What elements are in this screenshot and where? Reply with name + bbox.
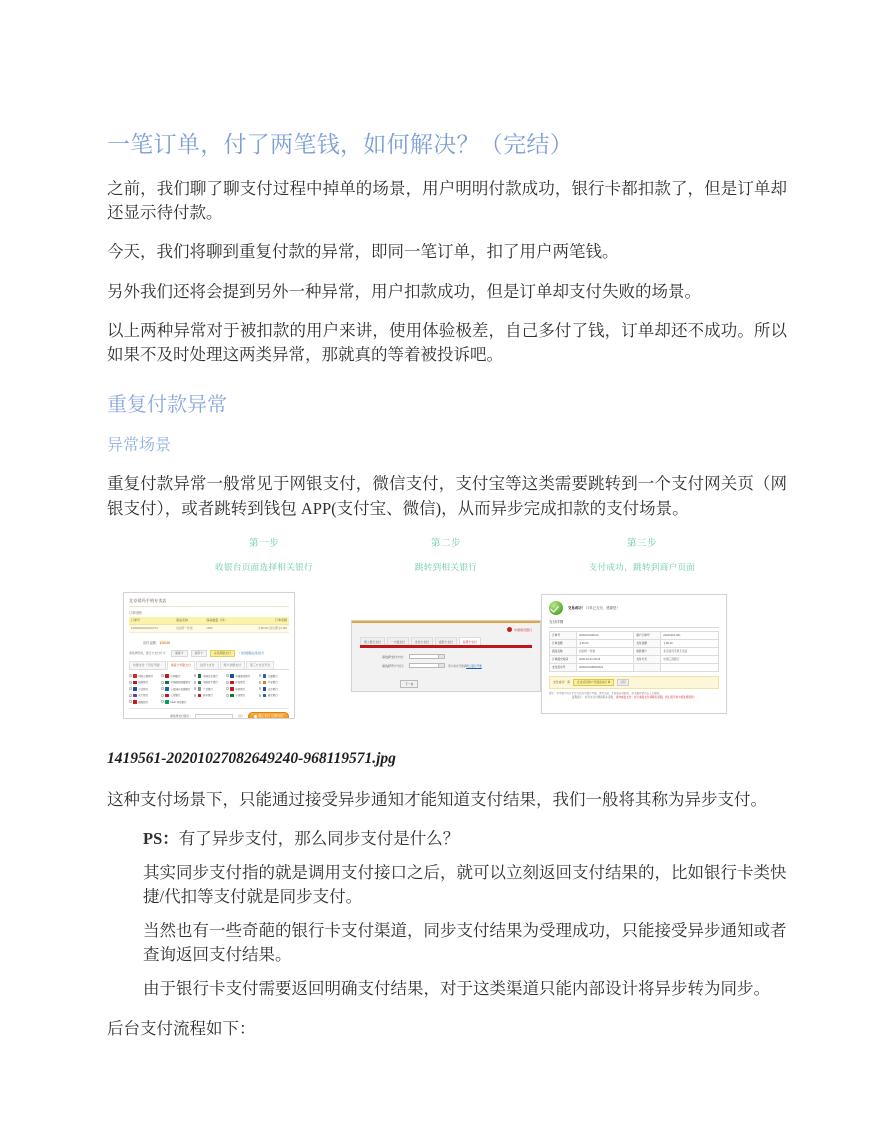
page-title: 一笔订单，付了两笔钱，如何解决？（完结）	[107, 132, 573, 157]
shot1-amount-label: 应付金额：	[143, 640, 159, 645]
shot1-bank-name: 上海浦东发展银行	[170, 687, 191, 691]
shot3-return-button[interactable]: 点击返回商户页面查看订单	[573, 679, 615, 686]
shot2-select-0[interactable]	[409, 654, 445, 659]
shot2-tab-2[interactable]: 支付卡支付	[411, 637, 433, 645]
shot1-submit-label: 确认支付 立即付款	[258, 714, 283, 719]
shot1-order-label: 订单明细	[129, 610, 142, 615]
radio-icon[interactable]	[129, 694, 132, 697]
shot1-bank-option[interactable]	[259, 693, 289, 697]
table-row	[550, 647, 719, 655]
radio-icon[interactable]	[194, 687, 197, 690]
shot1-submit-button[interactable]	[248, 712, 289, 719]
table-row	[550, 639, 719, 647]
check-icon	[254, 715, 257, 718]
radio-icon[interactable]	[194, 681, 197, 684]
bank-logo-icon	[263, 687, 267, 691]
shot1-bank-name: 中国建设银行	[235, 674, 251, 678]
shot1-bank-option[interactable]	[194, 687, 224, 691]
step-3-desc: 支付成功，跳转到商户页面	[588, 562, 696, 573]
shot1-bank-name: 中国农业银行	[202, 674, 218, 678]
bank-logo-icon	[263, 681, 267, 685]
shot3-warning-red: 请勿重复支付！如已重复支付请联系客服，我们将尽快为您处理退款！	[615, 695, 697, 699]
shot1-order-table	[129, 617, 289, 633]
cell-amount: ￥80.00 (含运费￥0.00)	[241, 624, 289, 632]
screenshot-success-page	[541, 594, 727, 714]
radio-icon[interactable]	[161, 674, 164, 677]
shot2-note	[448, 664, 482, 668]
shot1-tab-1[interactable]: 储蓄卡网银支付	[167, 661, 195, 670]
col-amount: 订单金额	[241, 617, 289, 625]
shot1-bank-option[interactable]	[129, 687, 159, 691]
radio-icon[interactable]	[226, 681, 229, 684]
bank-logo-icon	[133, 694, 137, 698]
shot1-bank-option[interactable]	[161, 687, 191, 691]
shot3-success-title: 交易成功！	[568, 606, 585, 611]
radio-icon[interactable]	[161, 700, 164, 703]
bank-logo-icon	[230, 674, 234, 678]
shot1-bank-name: 渤海银行	[138, 700, 149, 704]
table-row	[550, 631, 719, 639]
col-goods: 商品名称	[174, 617, 204, 625]
detail-key: 商品名称	[550, 647, 577, 655]
shot1-bank-name: 兴业银行	[138, 687, 149, 691]
shot1-tab-0[interactable]: 快捷支付（无需开通）	[129, 661, 166, 669]
bank-logo-icon	[198, 681, 202, 685]
detail-value	[661, 663, 719, 671]
shot2-next-button[interactable]: 下一步	[400, 680, 418, 688]
detail-key: 支付方式	[634, 655, 661, 663]
shot2-select-1[interactable]	[409, 663, 445, 668]
shot1-bank-option[interactable]	[129, 674, 159, 678]
detail-value: 北京爱玛手机专卖店	[661, 647, 719, 655]
shot2-label-1: 请选择开户分行：	[382, 663, 407, 668]
bank-logo-icon	[198, 674, 202, 678]
shot3-action-bar	[549, 676, 719, 689]
ps-label: PS：	[143, 829, 179, 848]
shot1-bank-name: 招商银行	[138, 681, 149, 685]
shot2-tab-4[interactable]: 信用卡支付	[459, 637, 481, 645]
shot1-bank-option[interactable]	[259, 674, 289, 678]
shot1-bank-name: 光大银行	[138, 694, 149, 698]
shot1-bank-option[interactable]	[226, 674, 256, 678]
shot1-bank-name: bank 其他银行	[170, 700, 187, 704]
step-3-label	[547, 539, 737, 572]
bank-logo-icon	[198, 687, 202, 691]
radio-icon[interactable]	[161, 687, 164, 690]
shot1-bank-option[interactable]	[161, 674, 191, 678]
shot1-bank-option[interactable]	[226, 687, 256, 691]
table-header-row	[129, 617, 289, 625]
shot1-bank-option[interactable]	[259, 687, 289, 691]
shot1-footer	[129, 708, 289, 719]
image-caption: 1419561-20201027082649240-968119571.jpg	[107, 749, 396, 767]
detail-key: 订单金额	[550, 639, 577, 647]
detail-value: 2020-10-01 08:26	[577, 655, 634, 663]
radio-icon[interactable]	[161, 694, 164, 697]
shot3-back-button[interactable]: 返回	[617, 679, 628, 686]
shot1-bank-option[interactable]	[129, 700, 159, 704]
col-qty: 商品数量（件）	[204, 617, 240, 625]
scene-paragraph: 重复付款异常一般常见于网银支付，微信支付，支付宝等这类需要跳转到一个支付网关页（网银支付），或者跳转到钱包 APP(支付宝、微信)，从而异步完成扣款的支付场景。	[107, 474, 787, 518]
shot2-tab-3[interactable]: 虚拟卡支付	[435, 637, 457, 645]
paragraph-3: 另外我们还将会提到另外一种异常，用户扣款成功，但是订单却支付失败的场景。	[107, 281, 701, 301]
shot1-amount-value: ￥80.00	[158, 640, 171, 645]
shot1-bank-option[interactable]	[161, 693, 191, 697]
shot1-bank-option[interactable]	[129, 693, 159, 697]
table-row	[550, 663, 719, 671]
bank-logo-icon	[165, 700, 169, 704]
bank-logo-icon	[230, 681, 234, 685]
bank-logo-icon	[263, 694, 267, 698]
col-order-no: 订单号	[129, 617, 174, 625]
shot1-footer-unit: （元）	[236, 714, 245, 719]
detail-key: 支付流水号	[550, 663, 577, 671]
shot1-bank-name: 中国工商银行	[138, 674, 154, 678]
shot1-store-title: 北京爱玛手机专卖店	[129, 597, 289, 607]
success-check-icon	[549, 601, 563, 615]
radio-icon[interactable]	[226, 674, 229, 677]
shot1-bank-name: 中国邮政储蓄银行	[170, 681, 191, 685]
step-1-desc: 收银台页面选择相关银行	[215, 562, 313, 573]
shot1-bank-grid	[129, 674, 289, 704]
bank-logo-icon	[198, 694, 202, 698]
paragraph-4: 以上两种异常对于被扣款的用户来讲，使用体验极差，自己多付了钱，订单却还不成功。所以如果不及时处理这两类异常，那就真的等着被投诉吧。	[107, 320, 787, 364]
shot1-bank-name: 北京银行	[267, 687, 278, 691]
quote-line-3: 由于银行卡支付需要返回明确支付结果，对于这类渠道只能内部设计将异步转为同步。	[143, 979, 770, 999]
shot1-bank-name: 交通银行	[267, 674, 278, 678]
shot1-bank-option[interactable]	[194, 693, 224, 697]
bank-logo-icon	[133, 700, 137, 704]
quote-line-0	[143, 827, 787, 851]
quote-line-1: 其实同步支付指的就是调用支付接口之后，就可以立刻返回支付结果的，比如银行卡类快捷/代扣等支付就是同步支付。	[143, 863, 787, 907]
shot1-bank-option[interactable]	[129, 680, 159, 684]
shot2-inner	[352, 623, 540, 692]
detail-value: 20201001-001	[661, 631, 719, 639]
bank-logo-icon	[230, 694, 234, 698]
shot1-tabs	[129, 661, 289, 670]
shot1-unionpay-link[interactable]: （支持银联在线支付）	[237, 651, 266, 656]
shot1-bank-name: 广发银行	[202, 687, 213, 691]
shot1-amount-line	[129, 637, 289, 648]
radio-icon[interactable]	[259, 674, 262, 677]
detail-value: 2020100100123	[577, 631, 634, 639]
detail-key: 订单提交时间	[550, 655, 577, 663]
radio-icon[interactable]	[259, 694, 262, 697]
shot3-detail-table	[549, 631, 719, 672]
radio-icon[interactable]	[129, 674, 132, 677]
shot1-bank-name: 杭州银行	[202, 694, 213, 698]
step-3-number: 第三步	[626, 537, 657, 549]
shot3-header	[549, 601, 719, 615]
radio-icon[interactable]	[129, 700, 132, 703]
detail-value: 2020100108264924	[577, 663, 634, 671]
shot3-warning	[549, 696, 719, 700]
step-1-number: 第一步	[248, 537, 279, 549]
shot2-label-0: 请选择支付方式：	[382, 654, 407, 659]
detail-key: 订单号	[550, 631, 577, 639]
shot2-bank-logo	[507, 627, 532, 632]
shot1-paytype-row	[129, 648, 289, 661]
cell-order-no: 1120201001001A7Y2	[129, 624, 174, 632]
step-2-label	[361, 539, 531, 572]
shot1-bank-name: 中国银行	[170, 674, 181, 678]
shot1-bank-input[interactable]	[195, 714, 233, 719]
sub-heading: 异常场景	[107, 437, 172, 455]
shot1-bank-name: 南京银行	[267, 694, 278, 698]
shot3-warning-gray: 温馨提示：如有支付问题请联系客服，	[571, 695, 616, 699]
radio-icon[interactable]	[194, 674, 197, 677]
document-content	[107, 131, 787, 1057]
detail-value: ￥80.00	[661, 639, 719, 647]
bank-logo-icon	[133, 687, 137, 691]
shot1-bank-name: 平安银行	[267, 681, 278, 685]
cell-qty: 1000	[204, 624, 240, 632]
shot2-tab-1[interactable]: 一卡通支付	[387, 637, 409, 645]
shot2-field-paytype	[382, 654, 532, 659]
shot1-bank-name: 上海银行	[170, 694, 181, 698]
shot1-tab-4[interactable]: 第三方支付平台	[246, 661, 274, 669]
shot1-bank-option[interactable]	[161, 700, 191, 704]
shot1-chip-credit[interactable]: 信用卡	[191, 650, 207, 657]
shot2-note-prefix: 用户尚未开通请	[448, 664, 467, 668]
shot1-bank-option[interactable]	[226, 680, 256, 684]
step-2-desc: 跳转到相关银行	[414, 562, 478, 573]
shot1-tab-3[interactable]: 账户余额支付	[220, 661, 245, 669]
bank-logo-icon	[165, 694, 169, 698]
section-heading: 重复付款异常	[107, 394, 227, 417]
bank-logo-icon	[133, 674, 137, 678]
detail-key: 收款商户	[634, 647, 661, 655]
shot1-chip-online[interactable]: 在线网银支付	[210, 650, 235, 657]
bank-logo-icon	[165, 687, 169, 691]
table-row	[129, 624, 289, 632]
screenshot-cashier-page	[123, 592, 295, 719]
paragraph-1: 之前，我们聊了聊支付过程中掉单的场景，用户明明付款成功，银行卡都扣款了，但是订单却还显示待付款。	[107, 178, 787, 222]
shot1-footer-label: 请选择支付银行：	[169, 714, 193, 719]
radio-icon[interactable]	[226, 694, 229, 697]
bank-logo-icon	[230, 687, 234, 691]
shot2-tab-0[interactable]: 网上银行支付	[360, 637, 385, 645]
shot1-bank-name: 宁波银行	[235, 694, 246, 698]
detail-value: 自拍杆一件装	[577, 647, 634, 655]
cell-goods: 自拍杆一件装	[174, 624, 204, 632]
detail-key	[634, 663, 661, 671]
screenshot-bank-page	[351, 620, 541, 692]
shot1-bank-option[interactable]	[194, 674, 224, 678]
shot1-bank-option[interactable]	[194, 680, 224, 684]
table-row	[550, 655, 719, 663]
shot1-bank-name: 华夏银行	[235, 687, 246, 691]
shot1-bank-option[interactable]	[226, 693, 256, 697]
shot1-paytype-label: 请选择您的，银行卡支付方式：	[129, 651, 169, 656]
closing-paragraph: 后台支付流程如下：	[107, 1019, 256, 1039]
radio-icon[interactable]	[161, 681, 164, 684]
shot2-field-branch	[382, 663, 532, 668]
bank-logo-icon	[165, 681, 169, 685]
radio-icon[interactable]	[259, 687, 262, 690]
radio-icon[interactable]	[129, 681, 132, 684]
shot2-form	[360, 648, 532, 690]
payment-flow-figure	[107, 539, 787, 734]
shot1-bank-name: 中信银行	[235, 681, 246, 685]
radio-icon[interactable]	[226, 687, 229, 690]
after-image-paragraph: 这种支付场景下，只能通过接受异步通知才能知道支付结果，我们一般将其称为异步支付。	[107, 789, 767, 809]
quote-line-2: 当然也有一些奇葩的银行卡支付渠道，同步支付结果为受理成功，只能接受异步通知或者查询返回支付结果。	[143, 921, 787, 965]
shot3-tip: 提示：本页面为支付平台支付成功提示页面，请勿关闭，系统将自动跳转，如未跳转请点击上方按钮。	[549, 691, 662, 695]
ps-rest: 有了异步支付，那么同步支付是什么？	[178, 829, 460, 848]
shot1-tab-2[interactable]: 信用卡支付	[196, 661, 218, 669]
bank-logo-icon	[507, 627, 512, 632]
shot3-success-sub: 订单已支付，感谢您！	[585, 606, 620, 611]
shot3-bar-label: 支付成功！请	[553, 680, 570, 685]
shot1-bank-name: 中国民生银行	[202, 681, 218, 685]
shot3-success-text	[568, 605, 620, 610]
shot2-tabs	[360, 637, 532, 648]
shot2-note-link[interactable]: 网上银行开通	[466, 664, 482, 668]
radio-icon[interactable]	[194, 694, 197, 697]
radio-icon[interactable]	[259, 681, 262, 684]
bank-logo-icon	[165, 674, 169, 678]
paragraph-2: 今天，我们将聊到重复付款的异常，即同一笔订单，扣了用户两笔钱。	[107, 242, 619, 262]
shot3-section-label: 支付详情	[549, 620, 719, 628]
detail-value: 中国工商银行	[661, 655, 719, 663]
detail-value: ￥80.00	[577, 639, 634, 647]
step-1-label	[179, 539, 349, 572]
shot1-bank-option[interactable]	[161, 680, 191, 684]
bank-logo-icon	[133, 681, 137, 685]
detail-key: 支付金额	[634, 639, 661, 647]
shot1-bank-option[interactable]	[259, 680, 289, 684]
shot2-bank-name: 中国建设银行	[513, 627, 532, 632]
radio-icon[interactable]	[129, 687, 132, 690]
bank-logo-icon	[263, 674, 267, 678]
quote-block	[107, 827, 787, 1001]
shot1-chip-debit[interactable]: 储蓄卡	[171, 650, 187, 657]
step-2-number: 第二步	[430, 537, 461, 549]
detail-key: 商户订单号	[634, 631, 661, 639]
